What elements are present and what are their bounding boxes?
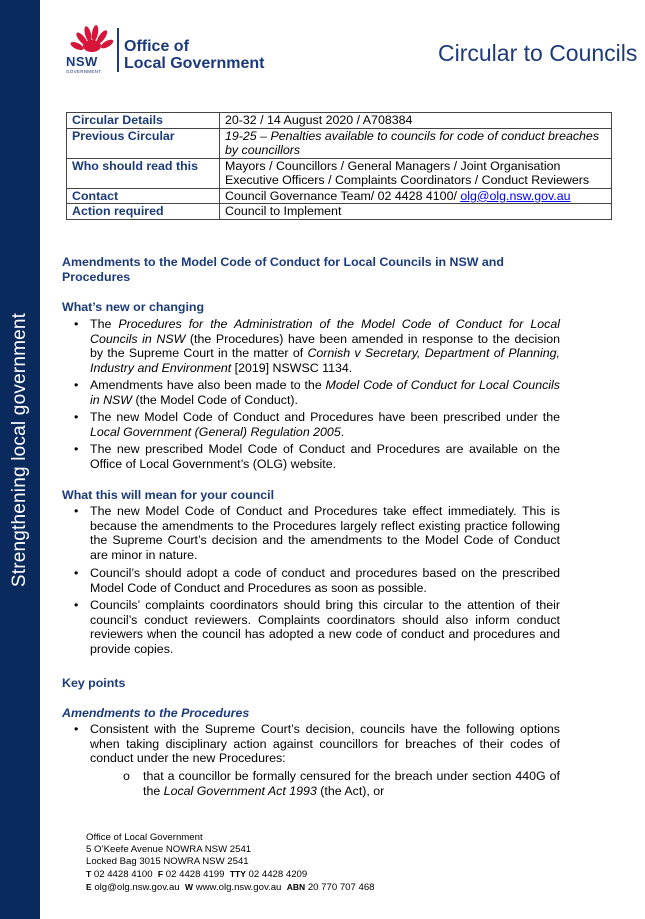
text-segment: Council’s should adopt a code of conduct and procedures based on the prescribed Model Code of Conduct and Procedures as soon as possible. — [90, 566, 560, 595]
text-segment-italic: Cornish v Secretary, Department of Planning, Industry and Environment — [90, 346, 561, 375]
contact-label: Contact — [67, 188, 220, 204]
text-segment: The new prescribed Model Code of Conduct and Procedures are available on the Office of Local Government’s (OLG) website. — [90, 442, 560, 471]
bullet-marker: • — [74, 317, 79, 331]
bullet-marker: • — [74, 722, 79, 736]
abn-label: ABN — [286, 882, 306, 892]
footer-street-address: 5 O’Keefe Avenue NOWRA NSW 2541 — [86, 844, 252, 855]
contact-value — [220, 188, 612, 204]
text-segment-italic: Local Government (General) Regulation 2005 — [90, 424, 341, 439]
circular-details-table — [66, 112, 612, 220]
circular-details-label: Circular Details — [67, 113, 220, 129]
text-segment: Consistent with the Supreme Court’s decision, councils have the following options when taking disciplinary action against councillors for breaches of their codes of conduct under the new Procedures: — [90, 722, 560, 766]
text-segment: The new Model Code of Conduct and Procedures have been prescribed under the — [90, 410, 560, 424]
text-segment: (the Act), or — [316, 783, 385, 798]
bullet-marker: • — [74, 442, 79, 456]
section-heading-meaning: What this will mean for your council — [62, 488, 275, 502]
sub-bullet-marker: o — [123, 769, 130, 783]
phone-value: 02 4428 4100 — [93, 869, 153, 880]
logo-nsw-text: NSW — [66, 54, 98, 69]
text-segment: Amendments have also been made to the — [90, 378, 326, 392]
sidebar-tagline: Strengthening local government — [9, 312, 30, 588]
list-item — [74, 598, 560, 656]
text-segment-italic: Local Government Act 1993 — [163, 783, 317, 798]
footer-email: olg@olg.nsw.gov.au — [94, 882, 180, 893]
bullet-marker: • — [74, 378, 79, 392]
list-item — [74, 504, 560, 562]
logo-divider — [117, 28, 119, 72]
circular-details-value: 20-32 / 14 August 2020 / A708384 — [220, 113, 612, 129]
table-row — [67, 204, 612, 220]
previous-circular-label: Previous Circular — [67, 128, 220, 158]
fax-label: F — [157, 869, 164, 879]
table-row — [67, 158, 612, 188]
text-segment: The — [90, 317, 119, 331]
footer-org-name: Office of Local Government — [86, 832, 203, 843]
table-row — [67, 128, 612, 158]
text-segment: (the Procedures) have been amended in response to the decision by the Supreme Court in the matter of — [90, 331, 560, 361]
list-item — [74, 317, 561, 375]
tty-label: TTY — [229, 869, 246, 879]
logo-government-text: GOVERNMENT — [66, 69, 102, 74]
tty-value: 02 4428 4209 — [248, 869, 308, 880]
table-row — [67, 113, 612, 129]
web-label: W — [185, 882, 194, 892]
action-required-label: Action required — [67, 204, 220, 220]
text-segment: . — [340, 424, 345, 439]
list-item — [74, 378, 560, 407]
action-required-value: Council to Implement — [220, 204, 612, 220]
contact-text: Council Governance Team/ 02 4428 4100/ — [225, 188, 461, 203]
text-segment: Councils’ complaints coordinators should bring this circular to the attention of their council’s conduct reviewers. Complaints coordinators should also inform conduct reviewers when the council has adopted a new code of conduct and procedures and provide copies. — [90, 598, 560, 656]
text-segment-italic: Procedures for the Administration of the Model Code of Conduct for Local Councils in NSW — [90, 317, 560, 346]
bullet-marker: • — [74, 566, 79, 580]
who-should-read-label: Who should read this — [67, 158, 220, 188]
organisation-name — [124, 38, 264, 72]
list-item — [74, 442, 560, 471]
email-label: E — [86, 882, 92, 892]
document-title: Circular to Councils — [438, 40, 638, 66]
text-segment-italic: Model Code of Conduct for Local Councils in NSW — [90, 378, 560, 407]
main-heading: Amendments to the Model Code of Conduct for Local Councils in NSW and Procedures — [62, 255, 504, 284]
abn-value: 20 770 707 468 — [307, 882, 375, 893]
section-heading-key-points: Key points — [62, 676, 126, 690]
text-segment: [2019] NSWSC 1134. — [231, 360, 353, 375]
footer-postal-address: Locked Bag 3015 NOWRA NSW 2541 — [86, 856, 249, 867]
organisation-name-line1: Office of — [124, 38, 189, 55]
text-segment: The new Model Code of Conduct and Procedures take effect immediately. This is because the amendments to the Procedures largely reflect existing practice following the Supreme Court’s decision and the amendments to the Model Code of Conduct are minor in nature. — [90, 504, 560, 562]
list-item — [74, 566, 560, 595]
footer-web-line — [86, 881, 375, 894]
fax-value: 02 4428 4199 — [165, 869, 225, 880]
text-segment: that a councillor be formally censured for the breach under section 440G of the — [143, 769, 560, 798]
subsection-heading-amendments: Amendments to the Procedures — [62, 706, 250, 720]
footer-contact-block — [86, 832, 375, 894]
bullet-marker: • — [74, 598, 79, 612]
sidebar-band — [0, 0, 40, 919]
text-segment: (the Model Code of Conduct). — [132, 392, 298, 407]
list-item — [123, 769, 560, 798]
who-should-read-value: Mayors / Councillors / General Managers / Joint Organisation Executive Officers / Complaints Coordinators / Conduct Reviewers — [220, 158, 612, 188]
list-item — [74, 410, 560, 439]
bullet-marker: • — [74, 504, 79, 518]
list-item — [74, 722, 560, 766]
bullet-marker: • — [74, 410, 79, 424]
section-heading-new: What’s new or changing — [62, 300, 205, 314]
phone-label: T — [86, 869, 92, 879]
footer-website: www.olg.nsw.gov.au — [195, 882, 282, 893]
contact-email-link[interactable]: olg@olg.nsw.gov.au — [460, 188, 571, 203]
footer-phone-line — [86, 868, 375, 881]
organisation-name-line2: Local Government — [124, 55, 265, 72]
previous-circular-value: 19-25 – Penalties available to councils for code of conduct breaches by councillors — [220, 128, 612, 158]
table-row — [67, 188, 612, 204]
